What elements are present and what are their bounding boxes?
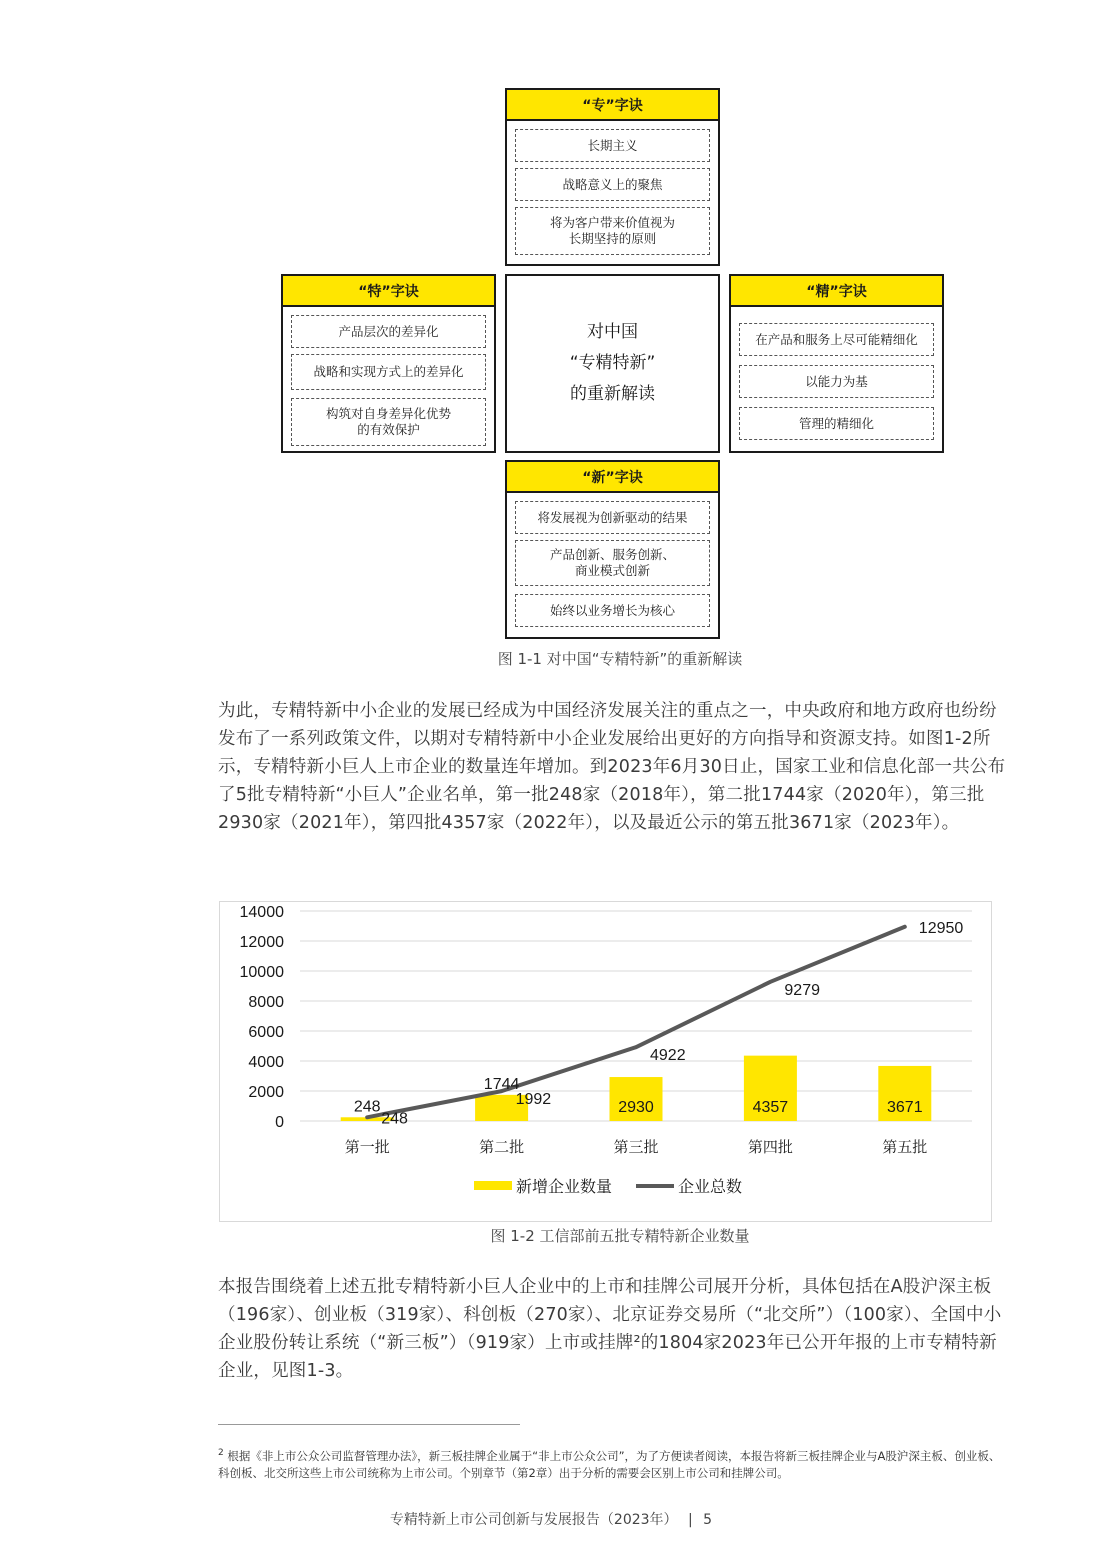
y-tick-label: 8000	[248, 994, 284, 1011]
paragraph-2: 本报告围绕着上述五批专精特新小巨人企业中的上市和挂牌公司展开分析，具体包括在A股沪深主板（196家）、创业板（319家）、科创板（270家）、北京证券交易所（“北交所”）（100家）、全国中小企业股份转让系统（“新三板”）（919家）上市或挂牌²的1804家2023年已公开年报的上市专精特新企业，见图1-3。	[218, 1277, 1002, 1381]
line-data-label: 9279	[784, 981, 820, 999]
y-tick-label: 12000	[239, 934, 284, 951]
legend-label-line: 企业总数	[678, 1179, 743, 1196]
bar-data-label: 4357	[752, 1099, 789, 1116]
footnote-mark: 2	[218, 1448, 224, 1458]
line-data-label: 1992	[515, 1091, 552, 1109]
zhuan-box	[505, 88, 720, 266]
jing-item-2: 以能力为基	[739, 365, 934, 398]
footnote-divider	[218, 1424, 520, 1425]
center-box: 对中国 “专精特新” 的重新解读	[505, 274, 720, 453]
page-number: 5	[703, 1512, 713, 1528]
te-item-3: 构筑对自身差异化优势 的有效保护	[291, 398, 486, 446]
jing-title: “精”字诀	[731, 276, 942, 307]
line-data-label: 4922	[650, 1047, 686, 1065]
jing-item-1: 在产品和服务上尽可能精细化	[739, 323, 934, 356]
bar-line-chart	[220, 902, 991, 1221]
bar-data-label: 2930	[618, 1099, 654, 1116]
chart-frame	[219, 901, 992, 1222]
zhuan-item-1: 长期主义	[515, 129, 710, 162]
footnote-text: 根据《非上市公众公司监督管理办法》，新三板挂牌企业属于“非上市公众公司”，为了方便读者阅读，本报告将新三板挂牌企业与A股沪深主板、创业板、科创板、北交所这些上市公司统称为上市公司。个别章节（第2章）出于分析的需要会区别上市公司和挂牌公司。	[218, 1448, 1001, 1480]
x-tick-label: 第一批	[344, 1139, 390, 1156]
footer-separator: |	[688, 1512, 693, 1528]
bar-data-label: 248	[353, 1098, 381, 1116]
x-tick-label: 第五批	[882, 1139, 928, 1156]
zhuan-item-3: 将为客户带来价值视为 长期坚持的原则	[515, 207, 710, 255]
line-data-label: 12950	[918, 919, 964, 937]
page-footer	[0, 1509, 1102, 1529]
te-box	[281, 274, 496, 453]
y-tick-label: 2000	[248, 1084, 284, 1101]
te-item-2: 战略和实现方式上的差异化	[291, 354, 486, 390]
xin-box	[505, 460, 720, 639]
xin-title: “新”字诀	[507, 462, 718, 493]
x-tick-label: 第二批	[479, 1139, 525, 1156]
zhuan-title: “专”字诀	[507, 90, 718, 121]
figure2-caption: 图 1-2 工信部前五批专精特新企业数量	[490, 1227, 750, 1245]
zhuan-item-2: 战略意义上的聚焦	[515, 168, 710, 201]
legend-swatch-bars	[474, 1181, 512, 1190]
y-tick-label: 4000	[248, 1054, 284, 1071]
bar-data-label: 1744	[483, 1075, 520, 1093]
report-title: 专精特新上市公司创新与发展报告（2023年）	[389, 1512, 678, 1528]
y-tick-label: 0	[275, 1114, 284, 1131]
legend-label-bars: 新增企业数量	[516, 1179, 613, 1196]
x-tick-label: 第三批	[613, 1139, 659, 1156]
paragraph-1: 为此，专精特新中小企业的发展已经成为中国经济发展关注的重点之一，中央政府和地方政府也纷纷发布了一系列政策文件，以期对专精特新中小企业发展给出更好的方向指导和资源支持。如图1-2所示，专精特新小巨人上市企业的数量连年增加。到2023年6月30日止，国家工业和信息化部一共公布了5批专精特新“小巨人”企业名单，第一批248家（2018年），第二批1744家（2020年），第三批2930家（2021年），第四批4357家（2022年），以及最近公示的第五批3671家（2023年）。	[218, 701, 1006, 833]
xin-item-1: 将发展视为创新驱动的结果	[515, 501, 710, 534]
line-data-label: 248	[381, 1110, 408, 1128]
jing-box	[729, 274, 944, 453]
xin-item-3: 始终以业务增长为核心	[515, 594, 710, 627]
y-tick-label: 10000	[239, 964, 284, 981]
x-tick-label: 第四批	[747, 1139, 793, 1156]
figure1-caption: 图 1-1 对中国“专精特新”的重新解读	[497, 650, 743, 668]
footnote	[218, 1445, 1008, 1482]
xin-item-2: 产品创新、服务创新、 商业模式创新	[515, 540, 710, 586]
te-title: “特”字诀	[283, 276, 494, 307]
te-item-1: 产品层次的差异化	[291, 315, 486, 348]
y-tick-label: 14000	[239, 904, 284, 921]
jing-item-3: 管理的精细化	[739, 407, 934, 440]
bar-data-label: 3671	[887, 1099, 923, 1116]
y-tick-label: 6000	[248, 1024, 284, 1041]
